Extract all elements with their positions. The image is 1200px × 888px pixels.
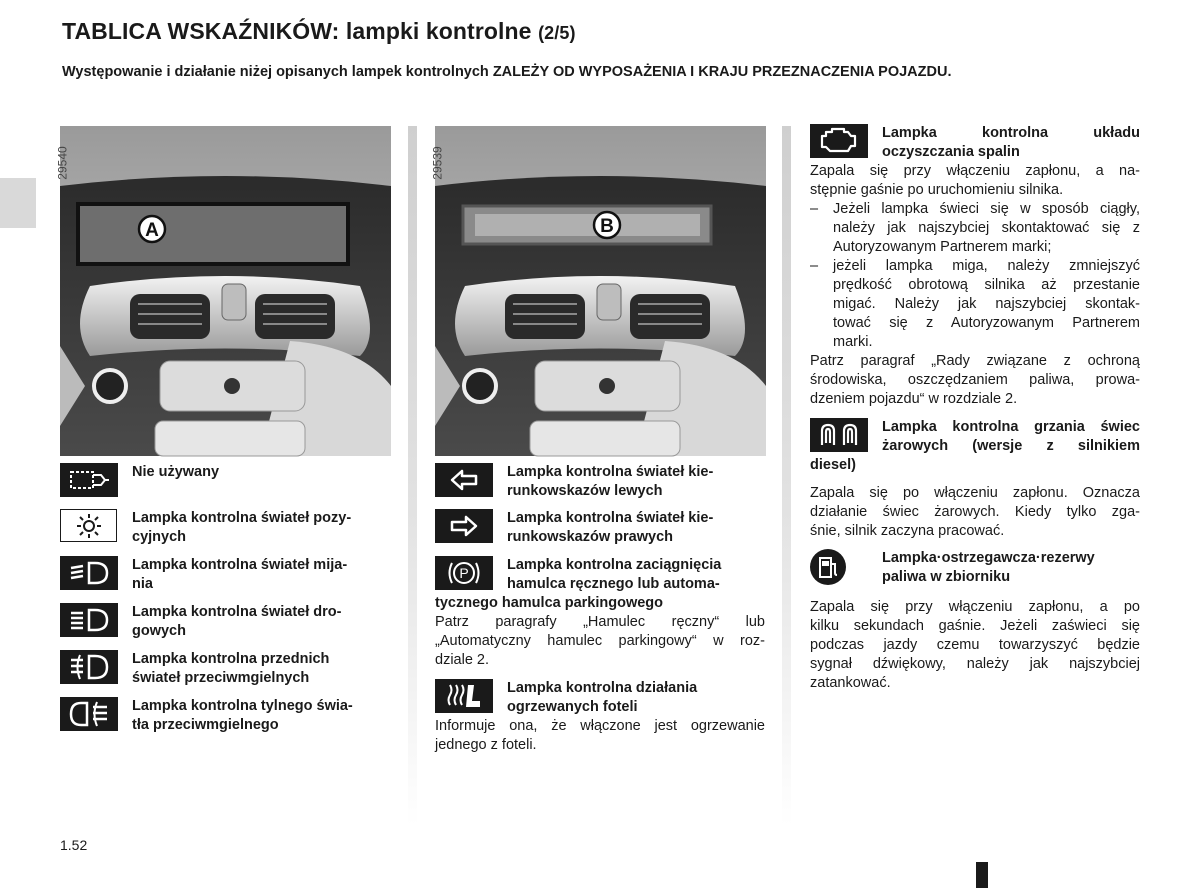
body-line: marki. — [833, 334, 873, 350]
body-line: działanie świec żarowych. Kiedy tylko zga- — [810, 504, 1140, 520]
body-line: stępnie gaśnie po uruchomieniu silnika. — [810, 182, 1064, 198]
dashboard-illustration-a — [60, 126, 391, 456]
body-line: Informuje ona, że włączone jest ogrzewanie — [435, 718, 765, 734]
arrow-right-icon — [435, 509, 493, 543]
item-text-line2: tła przeciwmgielnego — [132, 717, 279, 733]
section-title-line2: paliwa w zbiorniku — [882, 569, 1011, 585]
column-shadow-left — [408, 126, 417, 826]
item-text-line2: hamulca ręcznego lub automa- — [507, 576, 720, 592]
photo-label-a: A — [145, 220, 159, 241]
injector-icon — [60, 463, 118, 497]
title-text: TABLICA WSKAŹNIKÓW: lampki kontrolne — [62, 18, 532, 44]
page-subtitle: Występowanie i działanie niżej opisanych lampek kontrolnych ZALEŻY OD WYPOSAŻENIA I KRAJU PRZEZNACZENIA POJAZDU. — [62, 64, 952, 80]
item-text-line2: runkowskazów lewych — [507, 483, 663, 499]
body-line: „Automatyczny hamulec parkingowy“ w roz- — [435, 633, 765, 649]
dashboard-photo-b — [430, 126, 766, 456]
item-text-line2: cyjnych — [132, 529, 186, 545]
item-text-line2: nia — [132, 576, 153, 592]
dashboard-illustration-b — [435, 126, 766, 456]
body-line: kilku sekundach gaśnie. Jeżeli zaświeci się — [810, 618, 1140, 634]
body-line: zatankować. — [810, 675, 891, 691]
parking-brake-icon — [435, 556, 493, 590]
fuel-pump-icon — [810, 549, 846, 585]
body-line: Zapala się po włączeniu zapłonu. Oznacza — [810, 485, 1140, 501]
body-line: Patrz paragrafy „Hamulec ręczny“ lub — [435, 614, 765, 630]
svg-text:P: P — [459, 565, 469, 581]
engine-check-icon — [810, 124, 868, 158]
item-text-line2: runkowskazów prawych — [507, 529, 673, 545]
item-text-line2: ogrzewanych foteli — [507, 699, 638, 715]
body-line: należy jak najszybciej skontaktować się z — [833, 220, 1140, 236]
edge-marker — [976, 862, 988, 888]
title-part: (2/5) — [538, 23, 576, 43]
body-line: prędkość obrotową silnika aż przestanie — [833, 277, 1140, 293]
body-line: Zapala się przy włączeniu zapłonu, a po — [810, 599, 1140, 615]
photo-code-text: 29539 — [430, 146, 445, 180]
page-title — [62, 18, 576, 45]
body-line: tować się z Autoryzowanym Partnerem — [833, 315, 1140, 331]
item-text-line1: Lampka kontrolna przednich — [132, 651, 330, 667]
heated-seat-icon — [435, 679, 493, 713]
item-text-line2: świateł przeciwmgielnych — [132, 670, 310, 686]
section-title-line2: żarowych (wersje z silnikiem — [882, 438, 1140, 454]
photo-code-a — [55, 134, 84, 194]
position-lights-icon — [60, 509, 117, 542]
section-title-line1: Lampka kontrolna grzania świec — [882, 419, 1140, 435]
item-text-line1: Lampka kontrolna świateł pozy- — [132, 510, 352, 526]
body-line: środowiska, oszczędzaniem paliwa, prowa- — [810, 372, 1140, 388]
photo-code-text: 29540 — [55, 146, 70, 180]
photo-code-b — [430, 134, 459, 194]
item-text-line3: tycznego hamulca parkingowego — [435, 595, 664, 611]
body-line: jeżeli lampka miga, należy zmniejszyć — [833, 258, 1140, 274]
section-title-line3: diesel) — [810, 457, 856, 473]
item-text-line1: Lampka kontrolna tylnego świa- — [132, 698, 353, 714]
bullet-dash: – — [810, 201, 819, 217]
section-title-line2: oczyszczania spalin — [882, 144, 1020, 160]
bullet-dash: – — [810, 258, 819, 274]
column-shadow-right — [782, 126, 791, 826]
item-text-line1: Lampka kontrolna świateł mija- — [132, 557, 348, 573]
photo-label-b: B — [600, 216, 614, 237]
glow-plug-icon — [810, 418, 868, 452]
body-line: podczas jazdy czemu towarzyszyć będzie — [810, 637, 1140, 653]
body-line: sygnał dźwiękowy, należy jak najszybciej — [810, 656, 1140, 672]
low-beam-icon — [60, 556, 118, 590]
arrow-left-icon — [435, 463, 493, 497]
section-tab — [0, 178, 36, 228]
item-text-line1: Lampka kontrolna świateł dro- — [132, 604, 342, 620]
item-text-line1: Lampka kontrolna zaciągnięcia — [507, 557, 722, 573]
section-title-line1: Lampka·ostrzegawcza·rezerwy — [882, 550, 1095, 566]
body-line: jednego z foteli. — [435, 737, 537, 753]
item-text: Nie używany — [132, 464, 220, 480]
item-text-line1: Lampka kontrolna działania — [507, 680, 698, 696]
body-line: migać. Należy jak najszybciej skontak- — [833, 296, 1140, 312]
dashboard-photo-a — [55, 126, 391, 456]
body-line: Jeżeli lampka świeci się w sposób ciągły, — [833, 201, 1140, 217]
body-line: śnie, silnik zaczyna pracować. — [810, 523, 1005, 539]
body-line: Patrz paragraf „Rady związane z ochroną — [810, 353, 1140, 369]
item-text-line1: Lampka kontrolna świateł kie- — [507, 464, 714, 480]
body-line: Autoryzowanym Partnerem marki; — [833, 239, 1052, 255]
body-line: Zapala się przy włączeniu zapłonu, a na- — [810, 163, 1140, 179]
section-title-line1: Lampka kontrolna układu — [882, 125, 1140, 141]
page-number: 1.52 — [60, 837, 88, 853]
high-beam-icon — [60, 603, 118, 637]
rear-fog-icon — [60, 697, 118, 731]
front-fog-icon — [60, 650, 118, 684]
item-text-line2: gowych — [132, 623, 186, 639]
body-line: dziale 2. — [435, 652, 490, 668]
body-line: dzeniem pojazdu“ w rozdziale 2. — [810, 391, 1018, 407]
item-text-line1: Lampka kontrolna świateł kie- — [507, 510, 714, 526]
